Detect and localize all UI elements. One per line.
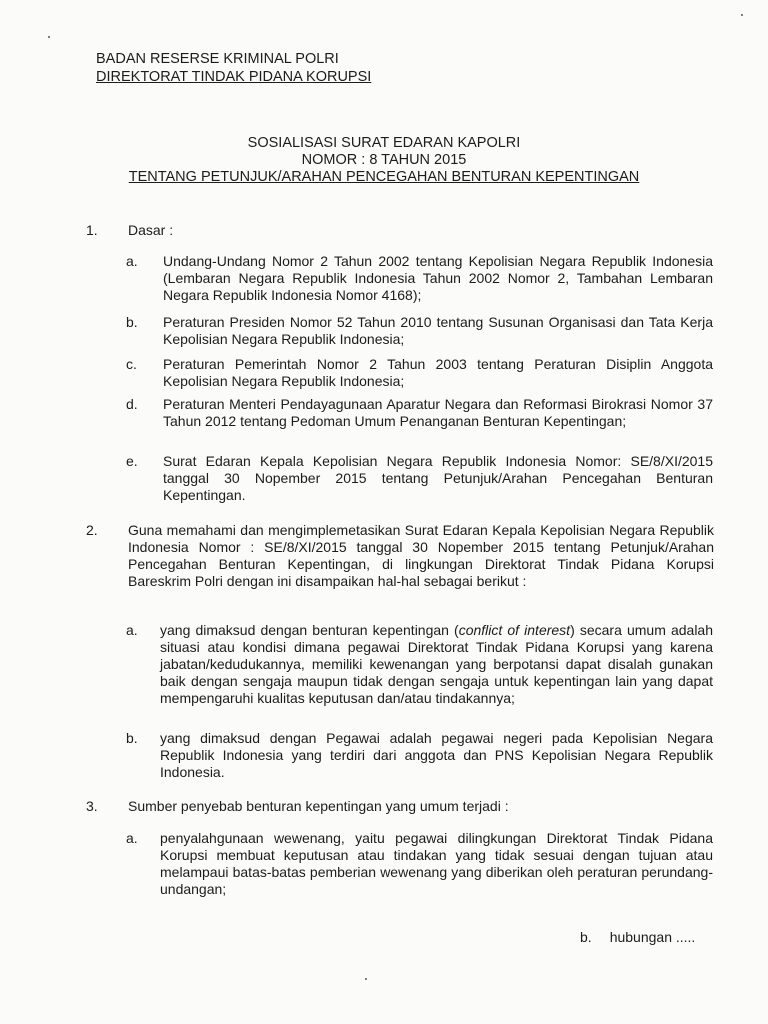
item-letter: c. <box>126 356 137 372</box>
item-text-italic: conflict of interest <box>458 622 571 638</box>
item-text: Surat Edaran Kepala Kepolisian Negara Republik Indonesia Nomor: SE/8/XI/2015 tanggal 30 Nopember 2015 tentang Petunjuk/Arahan Pencegahan Benturan Kepentingan. <box>163 453 713 503</box>
title-line-2: NOMOR : 8 TAHUN 2015 <box>301 152 467 168</box>
section-text: Dasar : <box>128 222 174 238</box>
scan-speck <box>741 14 743 16</box>
letterhead <box>96 50 371 86</box>
section-text: Guna memahami dan mengimplemetasikan Surat Edaran Kepala Kepolisian Negara Republik Indonesia Nomor : SE/8/XI/2015 tanggal 30 Nopember 2015 tentang Petunjuk/Arahan Pencegahan Benturan Kepentingan, di lingkungan Direktorat Tindak Pidana Korupsi Bareskrim Polri dengan ini disampaikan hal-hal sebagai berikut : <box>128 522 714 589</box>
item-letter: b. <box>126 314 138 330</box>
section-number: 3. <box>86 798 98 814</box>
continuation-word: hubungan ..... <box>609 929 696 945</box>
item-letter: b. <box>126 730 138 746</box>
letterhead-line-1: BADAN RESERSE KRIMINAL POLRI <box>96 51 339 67</box>
item-letter: a. <box>126 830 138 846</box>
item-text-before: yang dimaksud dengan benturan kepentingan ( <box>160 622 459 638</box>
section-text: Sumber penyebab benturan kepentingan yang umum terjadi : <box>128 798 509 814</box>
item-letter: a. <box>126 622 138 638</box>
letterhead-line-2: DIREKTORAT TINDAK PIDANA KORUPSI <box>96 69 372 85</box>
document-title <box>0 135 768 186</box>
item-letter: a. <box>126 253 138 269</box>
continuation-marker <box>580 929 695 945</box>
item-letter: e. <box>126 453 138 469</box>
scan-speck <box>365 978 367 980</box>
section-number: 1. <box>86 222 98 238</box>
section-number: 2. <box>86 522 98 538</box>
continuation-letter: b. <box>580 929 592 945</box>
scan-speck <box>48 36 50 38</box>
item-text-after: ) secara umum adalah situasi atau kondisi dimana pegawai Direktorat Tindak Pidana Korupsi yang karena jabatan/kedudukannya, memiliki kewenangan yang berpotansi dapat disalah gunakan baik dengan sengaja maupun tidak dengan sengaja untuk kepentingan lain yang dapat mempengaruhi kualitas keputusan dan/atau tindakannya; <box>160 622 713 706</box>
title-line-3: TENTANG PETUNJUK/ARAHAN PENCEGAHAN BENTURAN KEPENTINGAN <box>128 169 640 185</box>
item-text: yang dimaksud dengan Pegawai adalah pegawai negeri pada Kepolisian Negara Republik Indonesia yang terdiri dari anggota dan PNS Kepolisian Negara Republik Indonesia. <box>160 730 713 780</box>
item-text: Peraturan Pemerintah Nomor 2 Tahun 2003 tentang Peraturan Disiplin Anggota Kepolisian Negara Republik Indonesia; <box>163 356 713 389</box>
title-line-1: SOSIALISASI SURAT EDARAN KAPOLRI <box>247 135 521 151</box>
item-text: Peraturan Presiden Nomor 52 Tahun 2010 tentang Susunan Organisasi dan Tata Kerja Kepolisian Negara Republik Indonesia; <box>163 314 713 347</box>
item-text: Undang-Undang Nomor 2 Tahun 2002 tentang Kepolisian Negara Republik Indonesia (Lembaran Negara Republik Indonesia Tahun 2002 Nomor 2, Tambahan Lembaran Negara Republik Indonesia Nomor 4168); <box>163 253 713 303</box>
item-letter: d. <box>126 396 138 412</box>
item-text <box>160 622 713 707</box>
item-text: penyalahgunaan wewenang, yaitu pegawai dilingkungan Direktorat Tindak Pidana Korupsi membuat keputusan atau tindakan yang tidak sesuai dengan tujuan atau melampaui batas-batas pemberian wewenang yang diberikan oleh peraturan perundang-undangan; <box>160 830 713 897</box>
item-text: Peraturan Menteri Pendayagunaan Aparatur Negara dan Reformasi Birokrasi Nomor 37 Tahun 2012 tentang Pedoman Umum Penanganan Benturan Kepentingan; <box>163 396 713 429</box>
